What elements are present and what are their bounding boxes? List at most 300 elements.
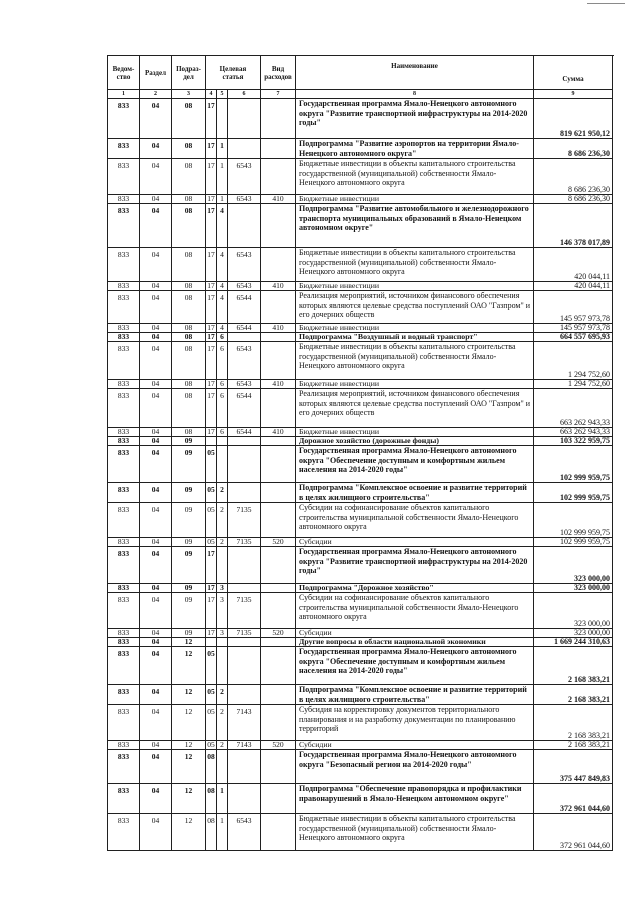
column-numbers-row: [108, 90, 614, 99]
table-header-row: [108, 56, 614, 90]
podrazdel-code: 09: [172, 547, 206, 584]
vedomstvo-code: 833: [108, 750, 140, 784]
podrazdel-code: 09: [172, 584, 206, 593]
target-subprogram-code: 2: [217, 741, 228, 750]
target-subprogram-code: 4: [217, 324, 228, 333]
target-program-code: 17: [206, 248, 217, 282]
target-subprogram-code: 3: [217, 629, 228, 638]
target-program-code: [206, 638, 217, 647]
razdel-code: 04: [140, 159, 172, 195]
table-row: [108, 503, 614, 538]
target-direction-code: [228, 333, 261, 342]
table-row: [108, 584, 614, 593]
item-name: Субсидии на софинансирование объектов капитального строительства муниципальной собственности Ямало-Ненецкого автономного округа: [296, 503, 534, 538]
podrazdel-code: 09: [172, 446, 206, 483]
item-name: Подпрограмма "Обеспечение правопорядка и профилактики правонарушений в Ямало-Ненецком автономном округе": [296, 784, 534, 814]
item-name: Государственная программа Ямало-Ненецкого автономного округа "Безопасный регион на 2014-2020 годы": [296, 750, 534, 784]
razdel-code: 04: [140, 483, 172, 503]
target-subprogram-code: [217, 647, 228, 685]
vedomstvo-code: 833: [108, 333, 140, 342]
vedomstvo-code: 833: [108, 814, 140, 851]
podrazdel-code: 08: [172, 428, 206, 437]
table-row: [108, 204, 614, 248]
razdel-code: 04: [140, 428, 172, 437]
item-sum: 2 168 383,21: [534, 647, 613, 685]
target-subprogram-code: 2: [217, 705, 228, 741]
podrazdel-code: 09: [172, 483, 206, 503]
item-name: Бюджетные инвестиции: [296, 380, 534, 389]
item-sum: 8 686 236,30: [534, 139, 613, 159]
target-subprogram-code: 4: [217, 291, 228, 324]
vedomstvo-code: 833: [108, 741, 140, 750]
podrazdel-code: 12: [172, 647, 206, 685]
target-direction-code: 6543: [228, 159, 261, 195]
item-sum: 323 000,00: [534, 584, 613, 593]
item-name: Бюджетные инвестиции в объекты капитального строительства государственной (муниципальной) собственности Ямало-Ненецкого автономного округа: [296, 159, 534, 195]
item-name: Бюджетные инвестиции: [296, 428, 534, 437]
razdel-code: 04: [140, 99, 172, 139]
podrazdel-code: 12: [172, 705, 206, 741]
item-sum: 102 999 959,75: [534, 483, 613, 503]
target-direction-code: 6543: [228, 248, 261, 282]
target-subprogram-code: 2: [217, 685, 228, 705]
table-row: [108, 437, 614, 446]
razdel-code: 04: [140, 784, 172, 814]
expense-type-code: [261, 685, 296, 705]
expense-type-code: [261, 584, 296, 593]
target-program-code: 17: [206, 629, 217, 638]
target-program-code: 17: [206, 204, 217, 248]
target-subprogram-code: 4: [217, 248, 228, 282]
vedomstvo-code: 833: [108, 705, 140, 741]
table-row: [108, 483, 614, 503]
column-number: 6: [228, 90, 261, 99]
item-name: Субсидии на софинансирование объектов капитального строительства муниципальной собственности Ямало-Ненецкого автономного округа: [296, 593, 534, 629]
target-program-code: [206, 437, 217, 446]
podrazdel-code: 09: [172, 437, 206, 446]
razdel-code: 04: [140, 547, 172, 584]
table-row: [108, 814, 614, 851]
podrazdel-code: 08: [172, 282, 206, 291]
target-direction-code: [228, 647, 261, 685]
item-sum: 323 000,00: [534, 593, 613, 629]
target-program-code: 17: [206, 159, 217, 195]
razdel-code: 04: [140, 685, 172, 705]
vedomstvo-code: 833: [108, 428, 140, 437]
target-subprogram-code: [217, 446, 228, 483]
target-direction-code: [228, 139, 261, 159]
scan-artifact-line: [587, 3, 625, 4]
table-row: [108, 446, 614, 483]
podrazdel-code: 12: [172, 750, 206, 784]
podrazdel-code: 08: [172, 248, 206, 282]
razdel-code: 04: [140, 593, 172, 629]
expense-type-code: [261, 159, 296, 195]
target-direction-code: [228, 685, 261, 705]
target-direction-code: 6543: [228, 282, 261, 291]
target-subprogram-code: 2: [217, 538, 228, 547]
item-sum: 103 322 959,75: [534, 437, 613, 446]
razdel-code: 04: [140, 705, 172, 741]
item-sum: 323 000,00: [534, 629, 613, 638]
podrazdel-code: 12: [172, 784, 206, 814]
expense-type-code: [261, 750, 296, 784]
item-sum: 372 961 044,60: [534, 784, 613, 814]
target-program-code: 17: [206, 333, 217, 342]
expense-type-code: 520: [261, 741, 296, 750]
vedomstvo-code: 833: [108, 784, 140, 814]
item-sum: 323 000,00: [534, 547, 613, 584]
header-sum: Сумма: [534, 56, 613, 90]
expense-type-code: 410: [261, 282, 296, 291]
vedomstvo-code: 833: [108, 483, 140, 503]
vedomstvo-code: 833: [108, 291, 140, 324]
podrazdel-code: 12: [172, 741, 206, 750]
item-name: Подпрограмма "Дорожное хозяйство": [296, 584, 534, 593]
vedomstvo-code: 833: [108, 342, 140, 380]
vedomstvo-code: 833: [108, 324, 140, 333]
podrazdel-code: 08: [172, 389, 206, 428]
table-row: [108, 750, 614, 784]
target-program-code: 17: [206, 282, 217, 291]
item-name: Подпрограмма "Комплексное освоение и развитие территорий в целях жилищного строительства": [296, 483, 534, 503]
target-program-code: 17: [206, 389, 217, 428]
podrazdel-code: 08: [172, 380, 206, 389]
target-program-code: 17: [206, 195, 217, 204]
expense-type-code: [261, 814, 296, 851]
target-direction-code: [228, 204, 261, 248]
expense-type-code: [261, 389, 296, 428]
razdel-code: 04: [140, 814, 172, 851]
expense-type-code: [261, 446, 296, 483]
table-row: [108, 741, 614, 750]
item-sum: 420 044,11: [534, 248, 613, 282]
item-sum: 663 262 943,33: [534, 428, 613, 437]
target-direction-code: 6543: [228, 195, 261, 204]
table-row: [108, 159, 614, 195]
header-target-article: Целевая статья: [206, 56, 261, 90]
expense-type-code: [261, 593, 296, 629]
target-program-code: 08: [206, 784, 217, 814]
expense-type-code: [261, 291, 296, 324]
table-row: [108, 538, 614, 547]
expense-type-code: [261, 248, 296, 282]
column-number: 5: [217, 90, 228, 99]
vedomstvo-code: 833: [108, 629, 140, 638]
table-row: [108, 342, 614, 380]
razdel-code: 04: [140, 248, 172, 282]
target-direction-code: 7143: [228, 741, 261, 750]
razdel-code: 04: [140, 741, 172, 750]
podrazdel-code: 12: [172, 685, 206, 705]
target-program-code: 17: [206, 324, 217, 333]
target-direction-code: [228, 483, 261, 503]
item-name: Реализация мероприятий, источником финансового обеспечения которых являются целевые средства поступлений ОАО "Газпром" и его дочерних обществ: [296, 291, 534, 324]
item-name: Бюджетные инвестиции: [296, 324, 534, 333]
target-direction-code: [228, 99, 261, 139]
header-razdel: Раздел: [140, 56, 172, 90]
item-name: Дорожное хозяйство (дорожные фонды): [296, 437, 534, 446]
target-program-code: 05: [206, 741, 217, 750]
razdel-code: 04: [140, 324, 172, 333]
item-name: Субсидия на корректировку документов территориального планирования и на разработку документации по планированию территорий: [296, 705, 534, 741]
target-program-code: 08: [206, 750, 217, 784]
target-subprogram-code: 4: [217, 204, 228, 248]
target-direction-code: [228, 446, 261, 483]
table-row: [108, 685, 614, 705]
target-program-code: 08: [206, 814, 217, 851]
target-subprogram-code: 6: [217, 428, 228, 437]
target-program-code: 17: [206, 342, 217, 380]
table-row: [108, 705, 614, 741]
target-subprogram-code: 6: [217, 342, 228, 380]
expense-type-code: 520: [261, 538, 296, 547]
target-direction-code: 6544: [228, 291, 261, 324]
item-name: Подпрограмма "Комплексное освоение и развитие территорий в целях жилищного строительства": [296, 685, 534, 705]
target-direction-code: 6543: [228, 380, 261, 389]
table-row: [108, 333, 614, 342]
target-subprogram-code: 1: [217, 159, 228, 195]
expense-type-code: 410: [261, 380, 296, 389]
razdel-code: 04: [140, 437, 172, 446]
target-program-code: 05: [206, 483, 217, 503]
target-program-code: 05: [206, 705, 217, 741]
expense-type-code: [261, 483, 296, 503]
target-subprogram-code: 3: [217, 593, 228, 629]
podrazdel-code: 09: [172, 503, 206, 538]
expense-type-code: [261, 342, 296, 380]
expense-type-code: [261, 705, 296, 741]
item-sum: 663 262 943,33: [534, 389, 613, 428]
podrazdel-code: 08: [172, 159, 206, 195]
item-name: Бюджетные инвестиции в объекты капитального строительства государственной (муниципальной) собственности Ямало-Ненецкого автономного округа: [296, 814, 534, 851]
podrazdel-code: 08: [172, 195, 206, 204]
header-name: Наименование: [296, 56, 534, 90]
razdel-code: 04: [140, 342, 172, 380]
item-name: Бюджетные инвестиции: [296, 282, 534, 291]
target-program-code: 05: [206, 685, 217, 705]
vedomstvo-code: 833: [108, 593, 140, 629]
target-subprogram-code: 6: [217, 380, 228, 389]
item-name: Реализация мероприятий, источником финансового обеспечения которых являются целевые средства поступлений ОАО "Газпром" и его дочерних обществ: [296, 389, 534, 428]
column-number: 7: [261, 90, 296, 99]
expense-type-code: 410: [261, 195, 296, 204]
target-subprogram-code: [217, 638, 228, 647]
item-name: Подпрограмма "Развитие аэропортов на территории Ямало-Ненецкого автономного округа": [296, 139, 534, 159]
header-podrazdel: Подраз-дел: [172, 56, 206, 90]
razdel-code: 04: [140, 750, 172, 784]
column-number: 9: [534, 90, 613, 99]
podrazdel-code: 08: [172, 291, 206, 324]
vedomstvo-code: 833: [108, 139, 140, 159]
razdel-code: 04: [140, 503, 172, 538]
table-row: [108, 139, 614, 159]
item-name: Субсидии: [296, 629, 534, 638]
expense-type-code: [261, 784, 296, 814]
podrazdel-code: 08: [172, 139, 206, 159]
table-row: [108, 389, 614, 428]
target-direction-code: 6544: [228, 389, 261, 428]
target-direction-code: 7135: [228, 503, 261, 538]
target-direction-code: [228, 584, 261, 593]
target-direction-code: 7135: [228, 538, 261, 547]
razdel-code: 04: [140, 638, 172, 647]
header-expense-type: Вид расходов: [261, 56, 296, 90]
item-name: Государственная программа Ямало-Ненецкого автономного округа "Обеспечение доступным и комфортным жильем населения на 2014-2020 годы": [296, 446, 534, 483]
table-row: [108, 380, 614, 389]
item-sum: 145 957 973,78: [534, 324, 613, 333]
expense-type-code: 520: [261, 629, 296, 638]
target-direction-code: [228, 437, 261, 446]
vedomstvo-code: 833: [108, 248, 140, 282]
razdel-code: 04: [140, 389, 172, 428]
vedomstvo-code: 833: [108, 538, 140, 547]
item-name: Бюджетные инвестиции в объекты капитального строительства государственной (муниципальной) собственности Ямало-Ненецкого автономного округа: [296, 248, 534, 282]
vedomstvo-code: 833: [108, 195, 140, 204]
podrazdel-code: 12: [172, 638, 206, 647]
item-name: Бюджетные инвестиции: [296, 195, 534, 204]
table-row: [108, 593, 614, 629]
item-name: Подпрограмма "Развитие автомобильного и железнодорожного транспорта муниципальных образований в Ямало-Ненецком автономном округе": [296, 204, 534, 248]
target-subprogram-code: 1: [217, 139, 228, 159]
item-name: Бюджетные инвестиции в объекты капитального строительства государственной (муниципальной) собственности Ямало-Ненецкого автономного округа: [296, 342, 534, 380]
vedomstvo-code: 833: [108, 437, 140, 446]
table-row: [108, 195, 614, 204]
vedomstvo-code: 833: [108, 584, 140, 593]
item-name: Государственная программа Ямало-Ненецкого автономного округа "Развитие транспортной инфраструктуры на 2014-2020 годы": [296, 99, 534, 139]
table-row: [108, 99, 614, 139]
podrazdel-code: 12: [172, 814, 206, 851]
item-sum: 102 999 959,75: [534, 446, 613, 483]
target-subprogram-code: 4: [217, 282, 228, 291]
table-row: [108, 547, 614, 584]
column-number: 4: [206, 90, 217, 99]
target-program-code: 17: [206, 593, 217, 629]
target-direction-code: 6543: [228, 814, 261, 851]
item-name: Субсидии: [296, 741, 534, 750]
item-sum: 375 447 849,83: [534, 750, 613, 784]
target-direction-code: 6544: [228, 324, 261, 333]
vedomstvo-code: 833: [108, 282, 140, 291]
podrazdel-code: 09: [172, 593, 206, 629]
target-subprogram-code: 2: [217, 483, 228, 503]
vedomstvo-code: 833: [108, 685, 140, 705]
vedomstvo-code: 833: [108, 159, 140, 195]
razdel-code: 04: [140, 446, 172, 483]
razdel-code: 04: [140, 629, 172, 638]
podrazdel-code: 08: [172, 324, 206, 333]
table-row: [108, 647, 614, 685]
table-row: [108, 291, 614, 324]
expense-type-code: [261, 437, 296, 446]
item-sum: 372 961 044,60: [534, 814, 613, 851]
column-number: 8: [296, 90, 534, 99]
item-sum: 146 378 017,89: [534, 204, 613, 248]
razdel-code: 04: [140, 204, 172, 248]
podrazdel-code: 08: [172, 99, 206, 139]
item-sum: 8 686 236,30: [534, 195, 613, 204]
vedomstvo-code: 833: [108, 647, 140, 685]
podrazdel-code: 09: [172, 629, 206, 638]
target-direction-code: [228, 784, 261, 814]
vedomstvo-code: 833: [108, 99, 140, 139]
target-direction-code: 7135: [228, 593, 261, 629]
item-name: Субсидии: [296, 538, 534, 547]
item-sum: 102 999 959,75: [534, 503, 613, 538]
target-subprogram-code: 1: [217, 814, 228, 851]
vedomstvo-code: 833: [108, 638, 140, 647]
item-name: Государственная программа Ямало-Ненецкого автономного округа "Обеспечение доступным и комфортным жильем населения на 2014-2020 годы": [296, 647, 534, 685]
item-sum: 1 294 752,60: [534, 380, 613, 389]
table-row: [108, 638, 614, 647]
target-program-code: 05: [206, 446, 217, 483]
podrazdel-code: 08: [172, 342, 206, 380]
target-program-code: 17: [206, 547, 217, 584]
column-number: 1: [108, 90, 140, 99]
podrazdel-code: 08: [172, 333, 206, 342]
target-subprogram-code: [217, 547, 228, 584]
item-sum: 8 686 236,30: [534, 159, 613, 195]
target-subprogram-code: 6: [217, 333, 228, 342]
target-program-code: 05: [206, 503, 217, 538]
expense-type-code: [261, 503, 296, 538]
item-name: Государственная программа Ямало-Ненецкого автономного округа "Развитие транспортной инфраструктуры на 2014-2020 годы": [296, 547, 534, 584]
table-row: [108, 248, 614, 282]
target-subprogram-code: 1: [217, 195, 228, 204]
podrazdel-code: 08: [172, 204, 206, 248]
target-program-code: 17: [206, 291, 217, 324]
target-direction-code: [228, 750, 261, 784]
expense-type-code: 410: [261, 428, 296, 437]
item-sum: 102 999 959,75: [534, 538, 613, 547]
table-body: [108, 99, 614, 851]
item-sum: 2 168 383,21: [534, 741, 613, 750]
target-program-code: 17: [206, 584, 217, 593]
expense-type-code: [261, 647, 296, 685]
table-row: [108, 324, 614, 333]
table-row: [108, 629, 614, 638]
item-name: Другие вопросы в области национальной экономики: [296, 638, 534, 647]
vedomstvo-code: 833: [108, 389, 140, 428]
expense-type-code: [261, 333, 296, 342]
target-direction-code: 7135: [228, 629, 261, 638]
item-sum: 1 294 752,60: [534, 342, 613, 380]
target-program-code: 17: [206, 99, 217, 139]
target-direction-code: 6543: [228, 342, 261, 380]
vedomstvo-code: 833: [108, 446, 140, 483]
target-program-code: 05: [206, 538, 217, 547]
razdel-code: 04: [140, 282, 172, 291]
target-direction-code: [228, 638, 261, 647]
item-sum: 819 621 950,12: [534, 99, 613, 139]
expense-type-code: [261, 638, 296, 647]
column-number: 2: [140, 90, 172, 99]
podrazdel-code: 09: [172, 538, 206, 547]
vedomstvo-code: 833: [108, 204, 140, 248]
item-sum: 420 044,11: [534, 282, 613, 291]
razdel-code: 04: [140, 139, 172, 159]
table-row: [108, 428, 614, 437]
expense-type-code: 410: [261, 324, 296, 333]
expense-type-code: [261, 204, 296, 248]
razdel-code: 04: [140, 291, 172, 324]
item-sum: 1 669 244 310,63: [534, 638, 613, 647]
target-subprogram-code: 3: [217, 584, 228, 593]
column-number: 3: [172, 90, 206, 99]
expense-type-code: [261, 99, 296, 139]
razdel-code: 04: [140, 538, 172, 547]
razdel-code: 04: [140, 380, 172, 389]
